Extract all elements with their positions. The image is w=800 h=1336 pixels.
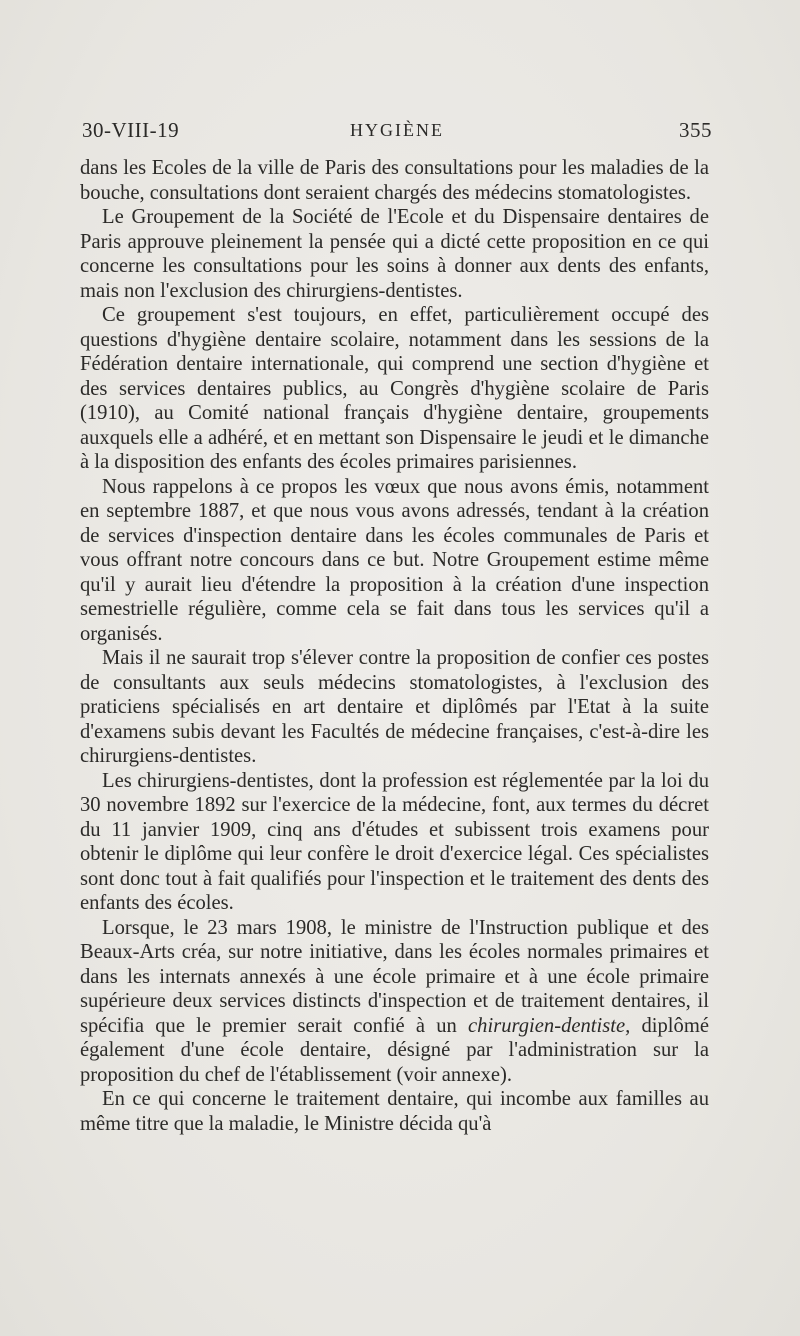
running-header	[82, 118, 712, 148]
paragraph-7-text-start: Lorsque, le 23 mars 1908, le ministre de l'Instruction publique et des Beaux-Arts créa, sur notre initiative, dans les écoles normales primaires et dans les internats annexés à une école primaire et à une école primaire supérieure deux services distincts d'inspection et de traitement dentaires, il spécifia que le premier serait confié à un	[80, 916, 709, 1037]
paragraph-8: En ce qui concerne le traitement dentaire, qui incombe aux familles au même titre que la maladie, le Ministre décida qu'à	[80, 1088, 709, 1135]
paragraph-6: Les chirurgiens-dentistes, dont la profession est réglementée par la loi du 30 novembre 1892 sur l'exercice de la médecine, font, aux termes du décret du 11 janvier 1909, cinq ans d'études et subissent trois examens pour obtenir le diplôme qui leur confère le droit d'exercice légal. Ces spécialistes sont donc tout à fait qualifiés pour l'inspection et le traitement des dents des enfants des écoles.	[80, 769, 709, 914]
body-text	[80, 156, 709, 1136]
paragraph-5: Mais il ne saurait trop s'élever contre la proposition de confier ces postes de consultants aux seuls médecins stomatologistes, à l'exclusion des praticiens spécialisés en art dentaire et diplômés par l'Etat à la suite d'examens subis devant les Facultés de médecine françaises, c'est-à-dire les chirurgiens-dentistes.	[80, 647, 709, 767]
paragraph-4: Nous rappelons à ce propos les vœux que nous avons émis, notamment en septembre 1887, et que nous vous avons adressés, tendant à la création de services d'inspection dentaire dans les écoles communales de Paris et vous offrant notre concours dans ce but. Notre Groupement estime même qu'il y aurait lieu d'étendre la proposition à la création d'une inspection semestrielle régulière, comme cela se fait dans tous les services qu'il a organisés.	[80, 475, 709, 645]
paragraph-1: dans les Ecoles de la ville de Paris des consultations pour les maladies de la bouche, consultations dont seraient chargés des médecins stomatologistes.	[80, 157, 709, 204]
header-section: HYGIÈNE	[350, 120, 444, 140]
paragraph-3: Ce groupement s'est toujours, en effet, particulièrement occupé des questions d'hygiène dentaire scolaire, notamment dans les sessions de la Fédération dentaire internationale, qui comprend une section d'hygiène et des services dentaires publics, au Congrès d'hygiène scolaire de Paris (1910), au Comité national français d'hygiène dentaire, groupements auxquels elle a adhéré, et en mettant son Dispensaire le jeudi et le dimanche à la disposition des enfants des écoles primaires parisiennes.	[80, 304, 709, 473]
paragraph-7-italic-term: chirurgien-dentiste,	[468, 1014, 631, 1037]
paragraph-2: Le Groupement de la Société de l'Ecole et du Dispensaire dentaires de Paris approuve pleinement la pensée qui a dicté cette proposition en ce qui concerne les consultations pour les soins à donner aux dents des enfants, mais non l'exclusion des chirurgiens-dentistes.	[80, 206, 709, 302]
page-number: 355	[679, 118, 712, 142]
header-date: 30-VIII-19	[82, 118, 180, 142]
paragraph-7-text-end: diplômé également d'une école dentaire, désigné par l'administration sur la proposition du chef de l'établissement (voir annexe).	[80, 1014, 709, 1086]
paragraph-7	[80, 916, 709, 1088]
